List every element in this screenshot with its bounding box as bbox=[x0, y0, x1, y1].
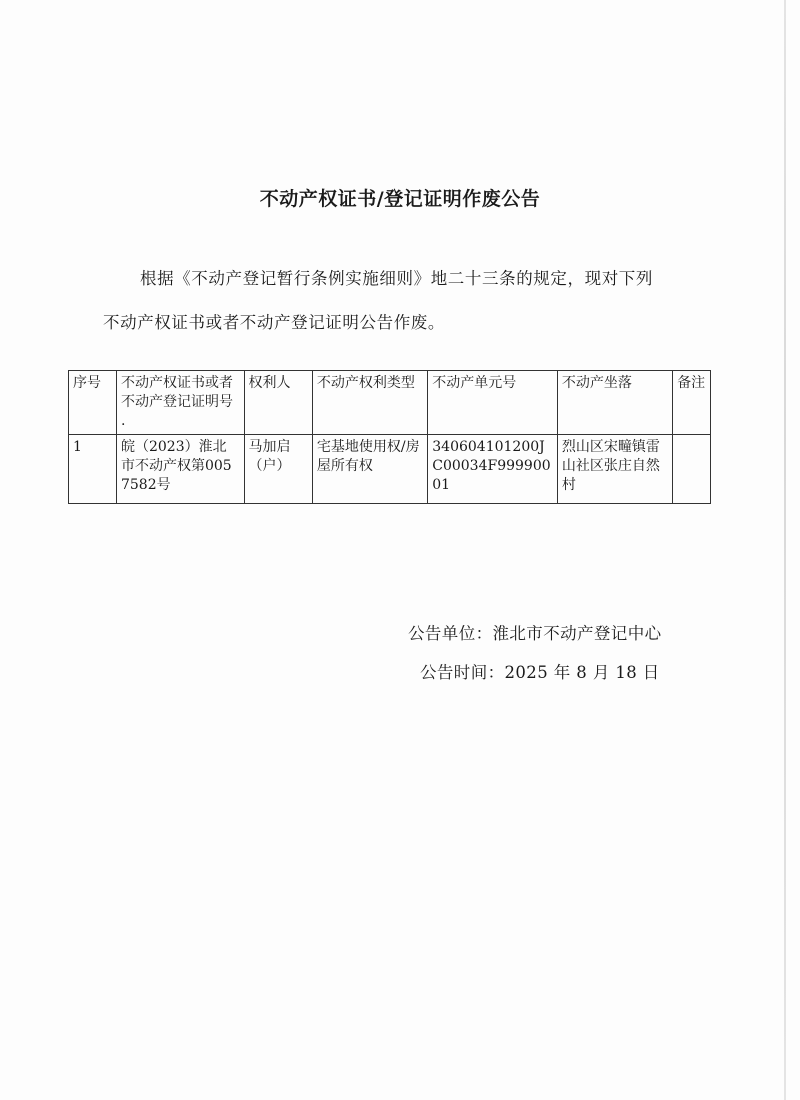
header-location: 不动产坐落 bbox=[557, 371, 672, 435]
cell-right-holder: 马加启（户） bbox=[244, 435, 312, 504]
notice-paragraph-line-1: 根据《不动产登记暂行条例实施细则》地二十三条的规定，现对下列 bbox=[140, 269, 653, 288]
notice-paragraph-line-2: 不动产权证书或者不动产登记证明公告作废。 bbox=[103, 313, 445, 332]
header-seq: 序号 bbox=[69, 371, 117, 435]
table-row bbox=[69, 435, 711, 504]
void-certificate-table bbox=[68, 370, 711, 504]
announcement-date: 公告时间：2025 年 8 月 18 日 bbox=[420, 663, 660, 682]
cell-right-type: 宅基地使用权/房屋所有权 bbox=[312, 435, 427, 504]
scan-edge-shadow bbox=[784, 0, 786, 1100]
table-header-row bbox=[69, 371, 711, 435]
cell-unit-number: 340604101200JC00034F99990001 bbox=[428, 435, 558, 504]
header-right-holder: 权利人 bbox=[244, 371, 312, 435]
cell-seq: 1 bbox=[69, 435, 117, 504]
document-title: 不动产权证书/登记证明作废公告 bbox=[259, 188, 541, 210]
cell-note bbox=[673, 435, 711, 504]
header-note: 备注 bbox=[673, 371, 711, 435]
cell-location: 烈山区宋疃镇雷山社区张庄自然村 bbox=[557, 435, 672, 504]
announcing-unit: 公告单位：淮北市不动产登记中心 bbox=[408, 624, 662, 643]
cell-certificate-number: 皖（2023）淮北市不动产权第0057582号 bbox=[116, 435, 244, 504]
header-certificate-number: 不动产权证书或者不动产登记证明号 . bbox=[116, 371, 244, 435]
header-right-type: 不动产权利类型 bbox=[312, 371, 427, 435]
header-unit-number: 不动产单元号 bbox=[428, 371, 558, 435]
